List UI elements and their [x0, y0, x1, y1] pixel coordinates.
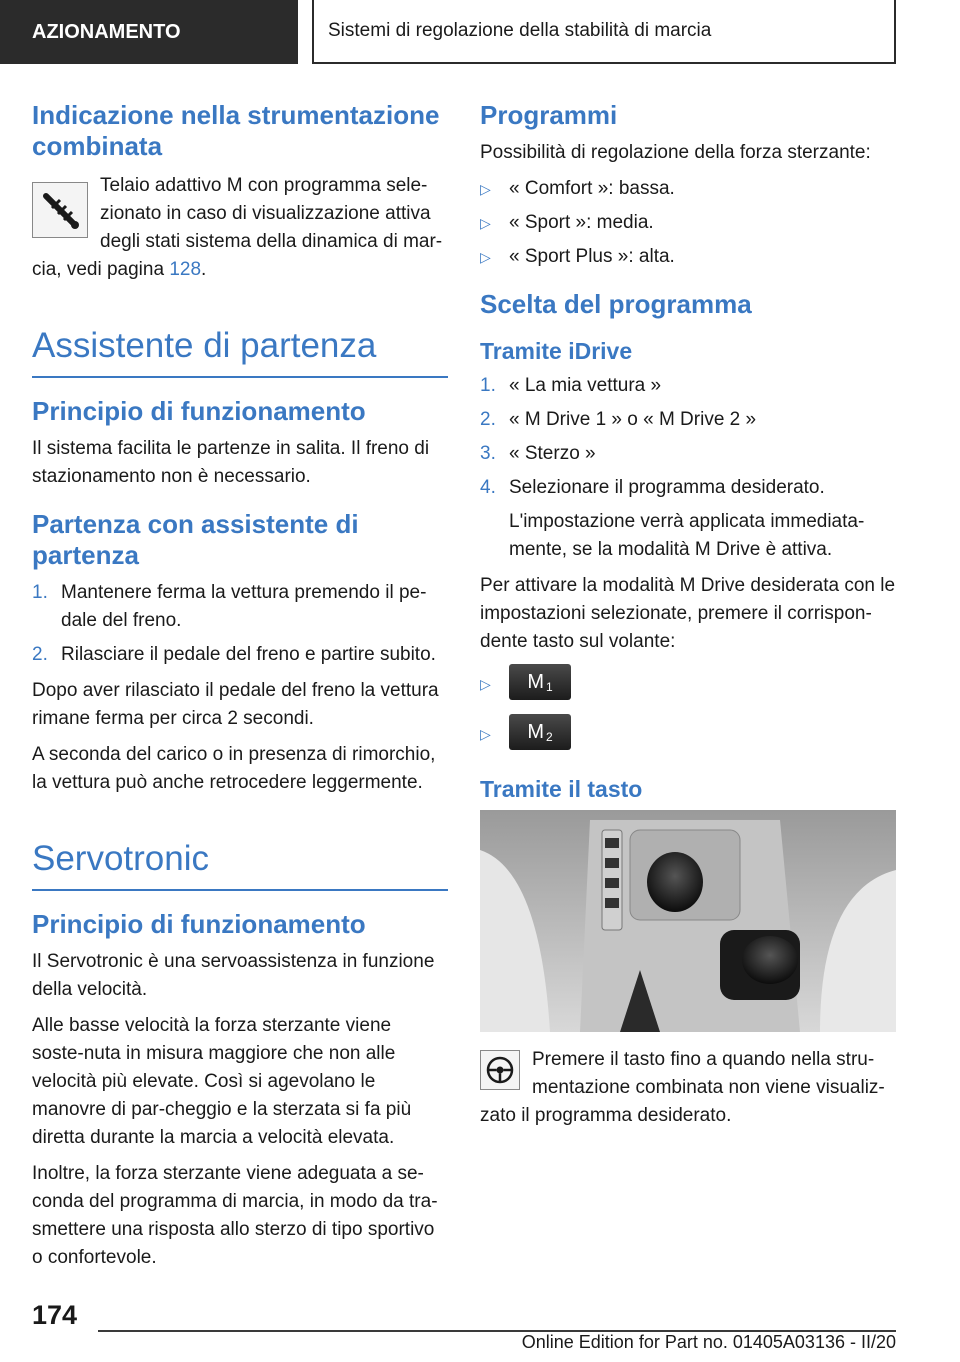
servotronic-principio-heading: Principio di funzionamento: [32, 909, 366, 939]
partenza-steps: [32, 579, 448, 669]
chapter-title: Sistemi di regolazione della stabilità di marcia: [312, 0, 896, 64]
page-header: [0, 0, 960, 66]
idrive-heading: Tramite iDrive: [480, 338, 633, 364]
list-item: 1. Mantenere ferma la vettura premendo il pe-dale del freno.: [32, 582, 427, 631]
indicazione-heading: Indicazione nella strumentazione combinata: [32, 100, 440, 161]
page-footer: [32, 1300, 896, 1360]
partenza-heading: Partenza con assistente di partenza: [32, 509, 359, 570]
list-item: 1. « La mia vettura »: [480, 375, 662, 396]
assistente-paragraph-2: A seconda del carico o in presenza di rimorchio, la vettura può anche retrocedere leggermente.: [32, 744, 436, 793]
step-note: L'impostazione verrà applicata immediata-mente, se la modalità M Drive è attiva.: [509, 511, 865, 560]
right-column: [480, 100, 896, 1138]
m1-key-icon: M 1: [509, 664, 571, 700]
center-console-photo: [480, 810, 896, 1032]
tasto-text: Premere il tasto fino a quando nella stru-mentazione combinata non viene visualiz-zato il programma desiderato.: [480, 1049, 885, 1126]
assistente-principio-heading: Principio di funzionamento: [32, 396, 366, 426]
assistente-title: Assistente di partenza: [32, 324, 448, 378]
list-item: 3. « Sterzo »: [480, 443, 596, 464]
attivare-text: Per attivare la modalità M Drive desiderata con le impostazioni selezionate, premere il corrispon-dente tasto sul volante:: [480, 575, 896, 652]
list-item: ▷ M 1: [480, 664, 896, 700]
programmi-intro: Possibilità di regolazione della forza sterzante:: [480, 142, 871, 163]
edition-text: Online Edition for Part no. 01405A03136 - II/20: [521, 1332, 896, 1352]
left-column: [32, 100, 448, 1280]
tasto-heading: Tramite il tasto: [480, 776, 643, 802]
page-number: 174: [32, 1300, 78, 1330]
page-link[interactable]: 128: [169, 259, 202, 280]
indicazione-block: [32, 172, 448, 284]
indicazione-text: Telaio adattivo M con programma sele-zionato in caso di visualizzazione attiva degli stati sistema della dinamica di mar-cia, vedi pagina 128.: [32, 175, 443, 280]
adaptive-suspension-icon: [32, 182, 88, 238]
scelta-heading: Scelta del programma: [480, 289, 752, 319]
assistente-principio-text: Il sistema facilita le partenze in salita. Il freno di stazionamento non è necessario.: [32, 438, 430, 487]
mdrive-keys: [480, 664, 896, 750]
m2-key-icon: M 2: [509, 714, 571, 750]
list-item: ▷ « Comfort »: bassa.: [480, 178, 675, 199]
idrive-steps: [480, 372, 896, 564]
servotronic-paragraph-3: Inoltre, la forza sterzante viene adeguata a se-conda del programma di marcia, in modo da tra-smettere una risposta allo sterzo di tipo sportivo o confortevole.: [32, 1163, 438, 1268]
servotronic-paragraph-2: Alle basse velocità la forza sterzante viene soste-nuta in misura maggiore che non alle velocità più elevate. Così si agevolano le manovre di par-cheggio e la sterzata si fa più diretta durante la marcia a velocità elevata.: [32, 1015, 412, 1148]
servotronic-paragraph-1: Il Servotronic è una servoassistenza in funzione della velocità.: [32, 951, 435, 1000]
list-item: 2. Rilasciare il pedale del freno e partire subito.: [32, 644, 436, 665]
servotronic-title: Servotronic: [32, 837, 448, 891]
list-item: 2. « M Drive 1 » o « M Drive 2 »: [480, 409, 757, 430]
list-item: ▷ « Sport »: media.: [480, 212, 654, 233]
tasto-block: [480, 1046, 896, 1138]
assistente-paragraph-1: Dopo aver rilasciato il pedale del freno la vettura rimane ferma per circa 2 secondi.: [32, 680, 439, 729]
list-item: ▷ « Sport Plus »: alta.: [480, 246, 675, 267]
list-item: ▷ M 2: [480, 714, 896, 750]
section-tab: AZIONAMENTO: [0, 0, 298, 64]
list-item: 4. Selezionare il programma desiderato. L'impostazione verrà applicata immediata-mente, se la modalità M Drive è attiva.: [480, 474, 896, 564]
steering-wheel-icon: [480, 1050, 520, 1090]
programmi-list: [480, 175, 896, 271]
programmi-heading: Programmi: [480, 100, 618, 130]
